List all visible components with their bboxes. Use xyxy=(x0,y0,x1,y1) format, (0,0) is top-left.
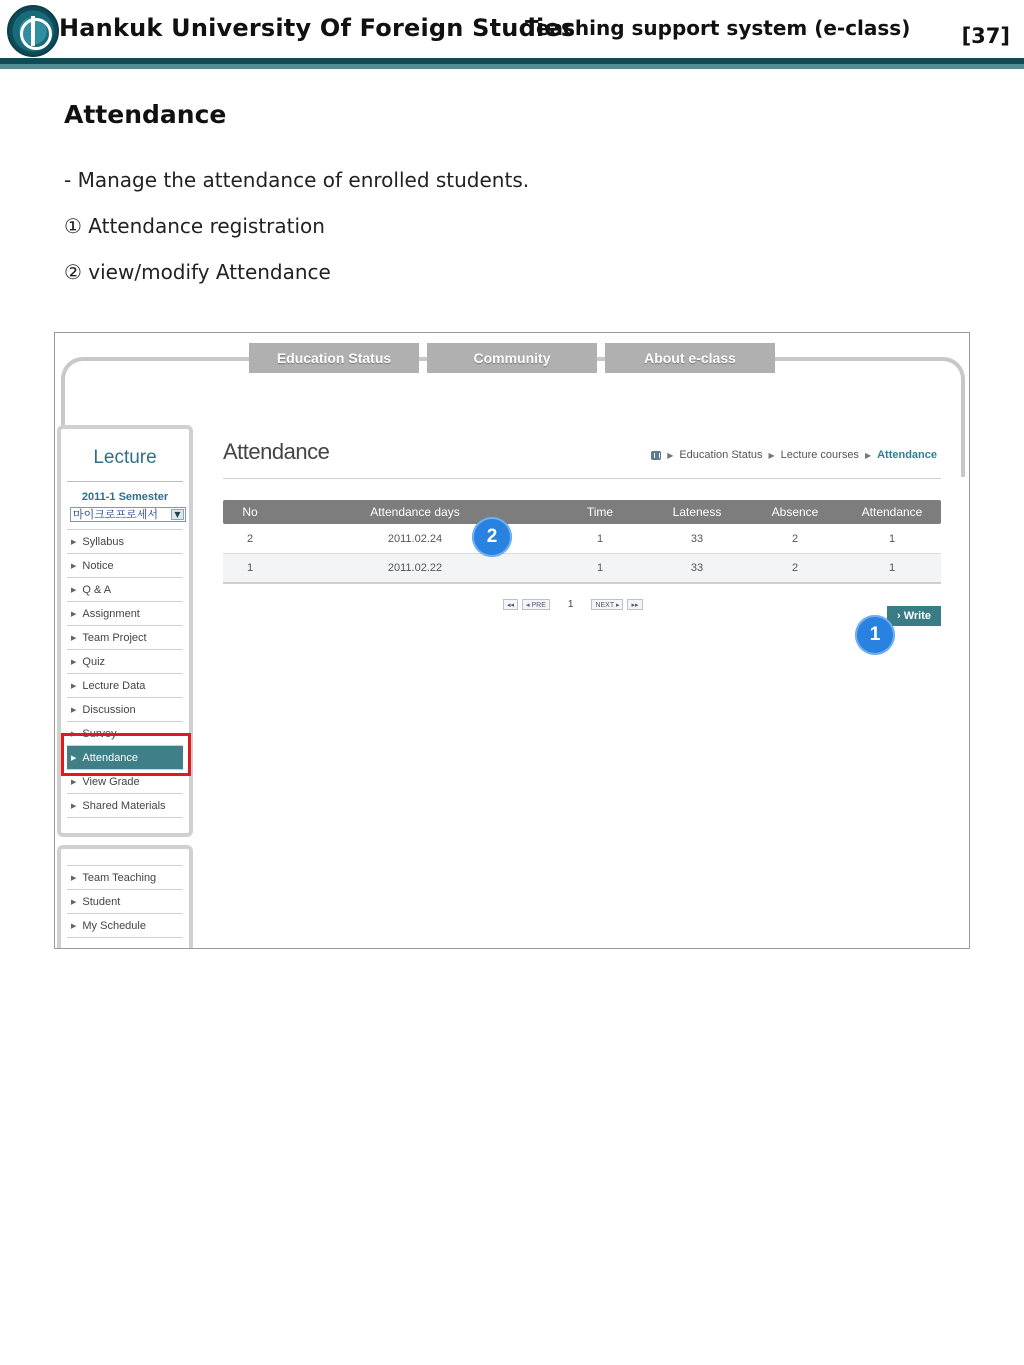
sidebar-item-shared-materials[interactable] xyxy=(67,794,183,818)
sidebar-item-label: Team Project xyxy=(82,631,147,644)
table-header xyxy=(223,500,941,524)
first-page-button[interactable]: ◂◂ xyxy=(503,599,518,610)
pagination xyxy=(503,599,643,610)
sidebar-item-quiz[interactable] xyxy=(67,650,183,674)
home-icon[interactable] xyxy=(651,451,661,460)
sidebar-item-label: Discussion xyxy=(82,703,136,716)
table-cell: 33 xyxy=(690,532,704,545)
sidebar-item-my-schedule[interactable] xyxy=(67,914,183,938)
table-cell: 1 xyxy=(888,532,896,545)
last-page-button[interactable]: ▸▸ xyxy=(627,599,642,610)
sidebar-item-label: Notice xyxy=(82,559,114,572)
sidebar-item-lecture-data[interactable] xyxy=(67,674,183,698)
tab-education-status[interactable]: Education Status xyxy=(249,343,419,373)
column-header: Attendance days xyxy=(370,505,460,519)
triangle-right-icon: ▶ xyxy=(71,538,77,546)
chevron-right-icon: ▶ xyxy=(667,450,674,460)
callout-marker-2: 2 xyxy=(472,517,512,557)
bullet-step-1: ① Attendance registration xyxy=(64,214,325,238)
content-divider xyxy=(223,478,941,479)
course-select-value: 마이크로프로세서 xyxy=(73,508,159,521)
content-title: Attendance xyxy=(223,439,330,464)
course-select[interactable] xyxy=(70,507,186,522)
sidebar-item-label: Assignment xyxy=(82,607,140,620)
extra-sidebar xyxy=(57,845,193,949)
sidebar-title: Lecture xyxy=(93,447,157,468)
prev-page-button[interactable]: ◂ PRE xyxy=(522,599,550,610)
sidebar-item-syllabus[interactable] xyxy=(67,530,183,554)
sidebar-item-team-project[interactable] xyxy=(67,626,183,650)
chevron-right-icon: ▶ xyxy=(768,450,775,460)
attendance-highlight-box xyxy=(61,733,191,776)
breadcrumb-item[interactable]: Education Status xyxy=(679,449,763,461)
callout-marker-1: 1 xyxy=(855,615,895,655)
column-header: No xyxy=(242,505,258,519)
chevron-down-icon[interactable]: ▼ xyxy=(171,509,184,520)
bullet-step-2: ② view/modify Attendance xyxy=(64,260,331,284)
table-cell: 1 xyxy=(888,562,896,574)
table-cell: 33 xyxy=(690,562,704,574)
university-logo-icon xyxy=(7,5,59,57)
triangle-right-icon: ▶ xyxy=(71,778,77,786)
sidebar-item-label: View Grade xyxy=(82,775,140,788)
tab-community[interactable]: Community xyxy=(427,343,597,373)
triangle-right-icon: ▶ xyxy=(71,634,77,642)
extra-menu xyxy=(67,865,183,938)
table-cell: 2 xyxy=(791,532,799,545)
table-row[interactable] xyxy=(223,524,941,554)
university-name: Hankuk University Of Foreign Studies xyxy=(59,14,576,42)
breadcrumb-item[interactable]: Lecture courses xyxy=(780,449,859,461)
column-header: Lateness xyxy=(672,505,722,519)
table-cell: 2 xyxy=(246,532,254,545)
tab-about-eclass[interactable]: About e-class xyxy=(605,343,775,373)
table-cell: 1 xyxy=(246,562,254,574)
slide-header xyxy=(0,0,1024,70)
system-name: Teaching support system (e-class) xyxy=(525,16,911,40)
triangle-right-icon: ▶ xyxy=(71,874,77,882)
triangle-right-icon: ▶ xyxy=(71,586,77,594)
slide-title: Attendance xyxy=(64,100,227,129)
chevron-right-icon: ▶ xyxy=(864,450,872,460)
sidebar-item-discussion[interactable] xyxy=(67,698,183,722)
triangle-right-icon: ▶ xyxy=(71,682,77,690)
sidebar-item-label: Syllabus xyxy=(82,535,124,548)
triangle-right-icon: ▶ xyxy=(71,610,77,618)
triangle-right-icon: ▶ xyxy=(71,802,77,810)
table-cell: 1 xyxy=(596,562,604,574)
sidebar-item-label: Team Teaching xyxy=(82,871,157,884)
bullet-description: - Manage the attendance of enrolled students. xyxy=(64,168,530,192)
triangle-right-icon: ▶ xyxy=(71,562,77,570)
sidebar-item-label: Quiz xyxy=(82,655,106,668)
attendance-table xyxy=(223,500,941,584)
column-header: Absence xyxy=(771,505,819,519)
sidebar-item-label: Q & A xyxy=(82,583,112,596)
sidebar-item-label: Attendance xyxy=(82,751,139,764)
sidebar-item-label: Shared Materials xyxy=(82,799,166,812)
current-page-number[interactable]: 1 xyxy=(567,599,574,610)
table-cell: 2 xyxy=(791,562,799,574)
attendance-date-link[interactable]: 2011.02.24 xyxy=(387,532,443,545)
sidebar-item-label: My Schedule xyxy=(82,919,146,932)
triangle-right-icon: ▶ xyxy=(71,658,77,666)
table-cell: 1 xyxy=(596,532,604,545)
triangle-right-icon: ▶ xyxy=(71,898,77,906)
top-nav-tabs xyxy=(249,343,775,373)
write-button[interactable]: › Write xyxy=(887,606,941,626)
sidebar-item-label: Survey xyxy=(82,727,117,740)
triangle-right-icon: ▶ xyxy=(71,706,77,714)
sidebar-title-divider xyxy=(67,481,183,482)
sidebar-item-qna[interactable] xyxy=(67,578,183,602)
attendance-date-link[interactable]: 2011.02.22 xyxy=(387,562,443,574)
header-divider-lower xyxy=(0,64,1024,69)
page-number: [37] xyxy=(961,24,1010,48)
sidebar-item-team-teaching[interactable] xyxy=(67,866,183,890)
sidebar-item-notice[interactable] xyxy=(67,554,183,578)
triangle-right-icon: ▶ xyxy=(71,922,77,930)
triangle-right-icon: ▶ xyxy=(71,730,77,738)
breadcrumb xyxy=(651,449,937,461)
column-header: Time xyxy=(586,505,614,519)
next-page-button[interactable]: NEXT ▸ xyxy=(591,599,623,610)
triangle-right-icon: ▶ xyxy=(71,754,77,762)
breadcrumb-current: Attendance xyxy=(877,449,937,461)
table-row[interactable] xyxy=(223,554,941,584)
sidebar-item-label: Student xyxy=(82,895,121,908)
sidebar-item-assignment[interactable] xyxy=(67,602,183,626)
semester-label: 2011-1 Semester xyxy=(81,491,169,503)
sidebar-item-label: Lecture Data xyxy=(82,679,146,692)
sidebar-item-student[interactable] xyxy=(67,890,183,914)
column-header: Attendance xyxy=(861,505,923,519)
eclass-screenshot xyxy=(54,332,970,949)
